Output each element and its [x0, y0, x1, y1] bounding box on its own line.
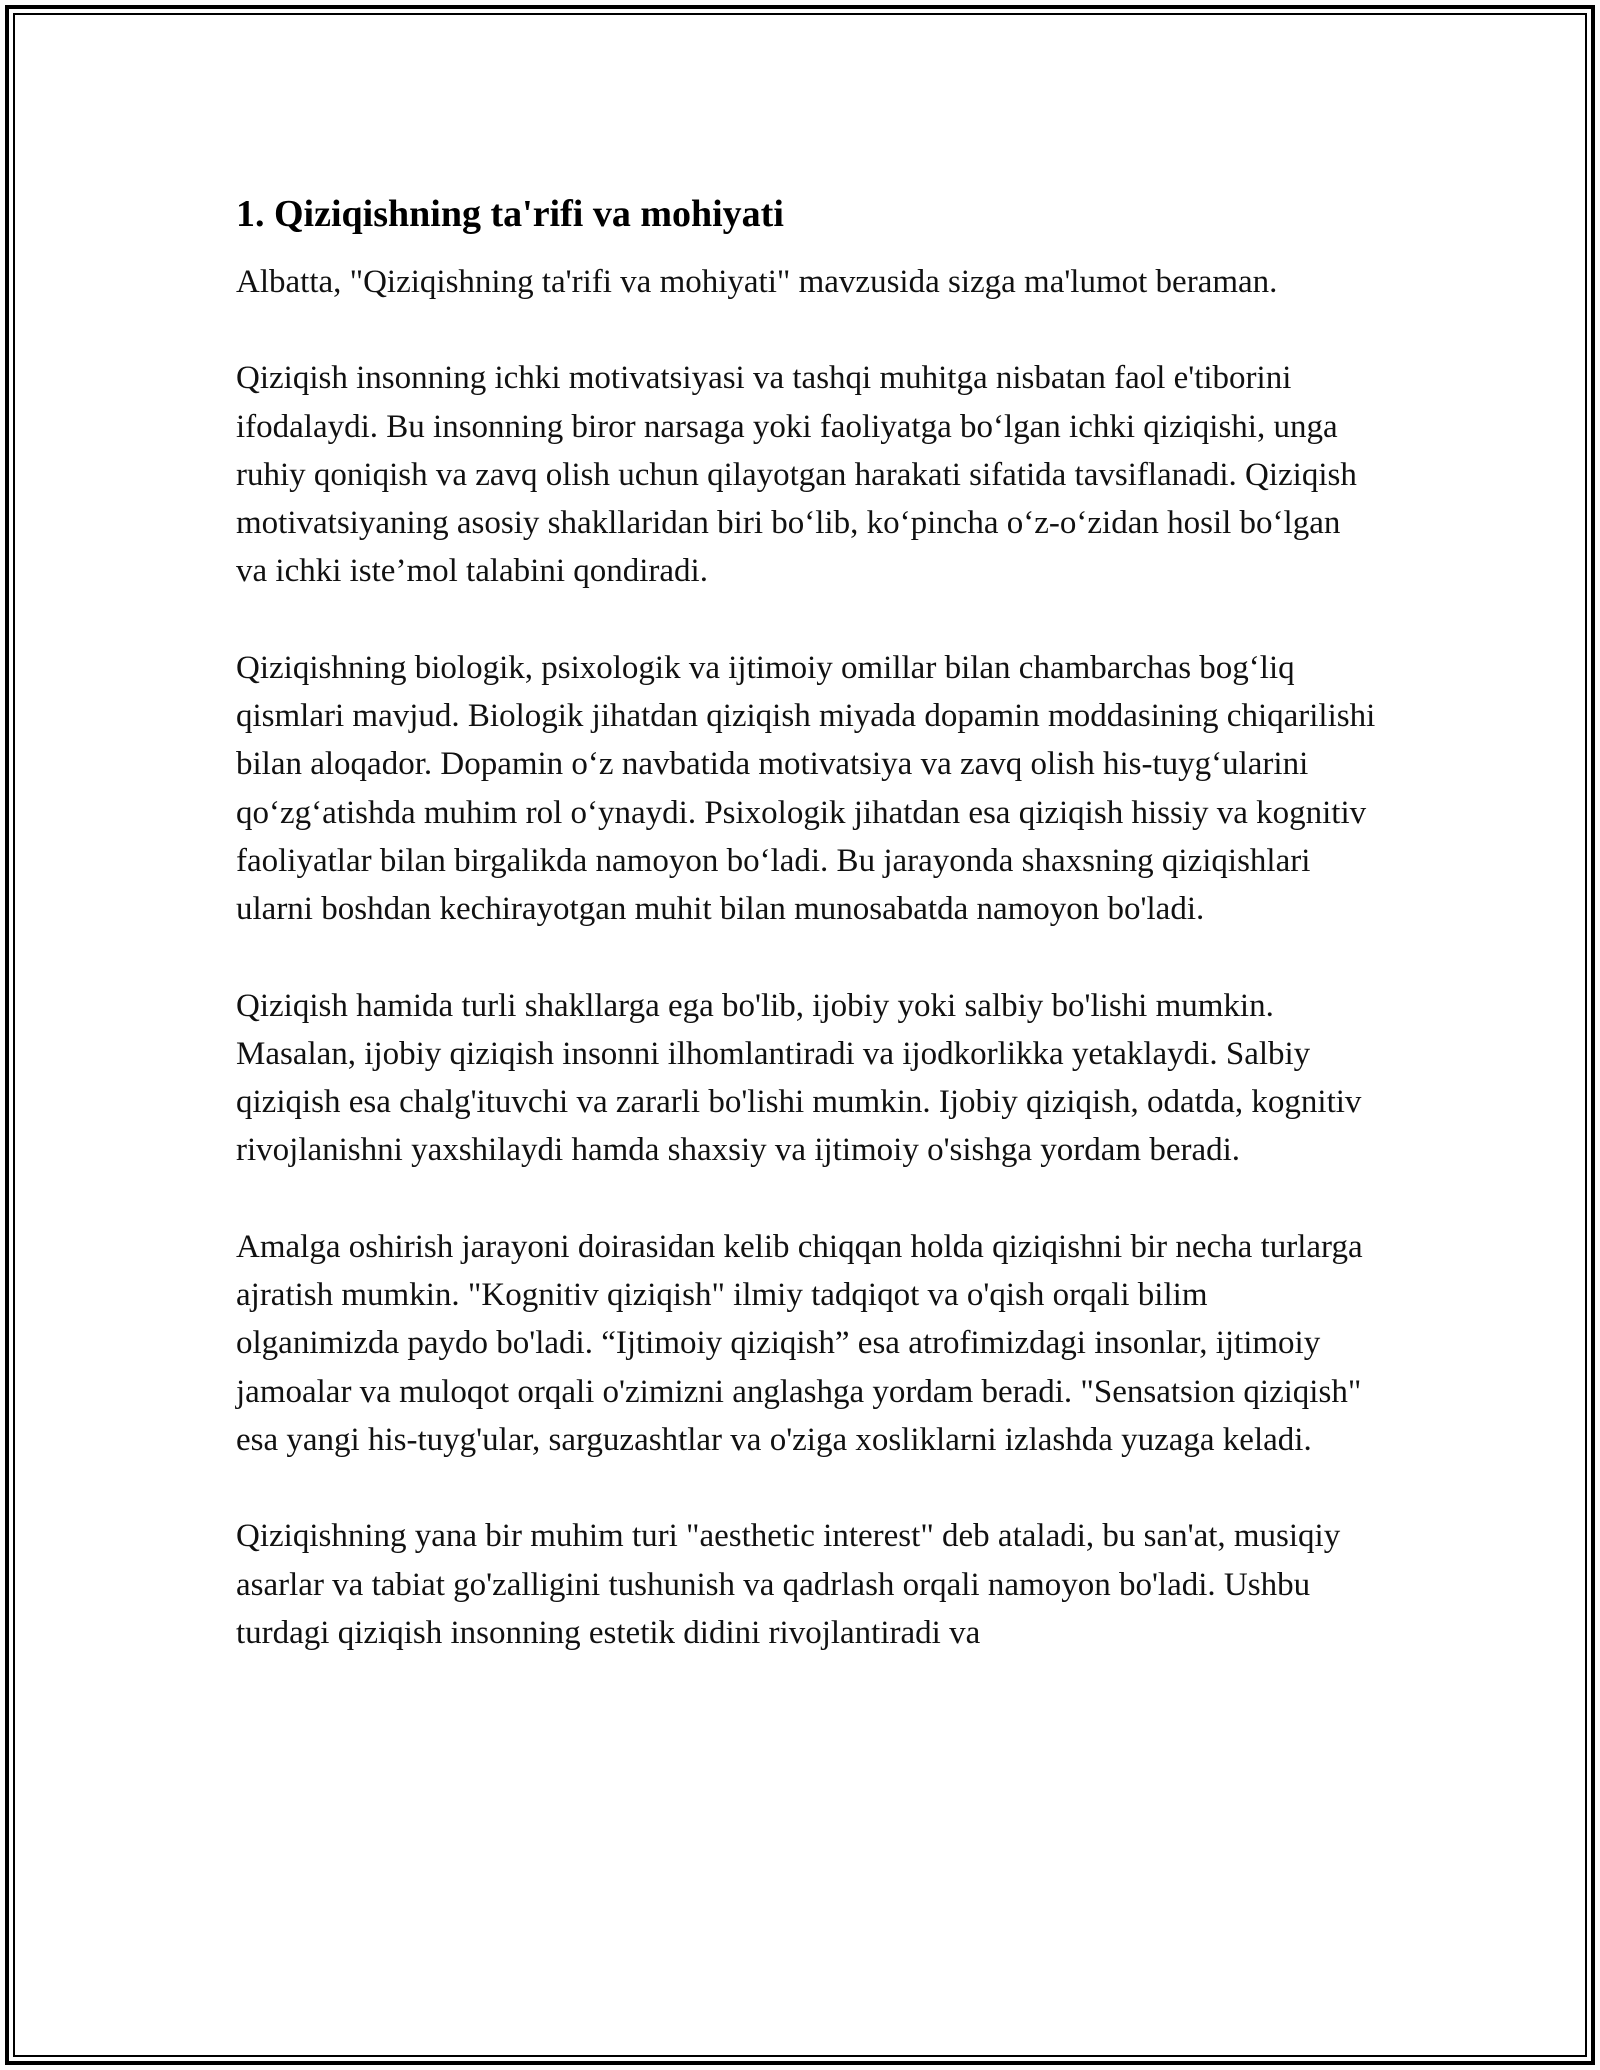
paragraph-types: Amalga oshirish jarayoni doirasidan kelib chiqqan holda qiziqishni bir necha turlarga ajratish mumkin. "Kognitiv qiziqish" ilmiy tadqiqot va o'qish orqali bilim olganimizda paydo bo'ladi. “Ijtimoiy qiziqish” esa atrofimizdagi insonlar, ijtimoiy jamoalar va muloqot orqali o'zimizni anglashga yordam beradi. "Sensatsion qiziqish" esa yangi his-tuyg'ular, sarguzashtlar va o'ziga xosliklarni izlashda yuzaga keladi.: [236, 1228, 1363, 1458]
paragraph-forms: Qiziqish hamida turli shakllarga ega bo'lib, ijobiy yoki salbiy bo'lishi mumkin. Masalan, ijobiy qiziqish insonni ilhomlantiradi va ijodkorlikka yetaklaydi. Salbiy qiziqish esa chalg'ituvchi va zararli bo'lishi mumkin. Ijobiy qiziqish, odatda, kognitiv rivojlanishni yaxshilaydi hamda shaxsiy va ijtimoiy o'sishga yordam beradi.: [236, 987, 1362, 1169]
paragraph-intro: Albatta, "Qiziqishning ta'rifi va mohiyati" mavzusida sizga ma'lumot beraman.: [236, 264, 1278, 300]
paragraph-definition: Qiziqish insonning ichki motivatsiyasi va tashqi muhitga nisbatan faol e'tiborini ifodalaydi. Bu insonning biror narsaga yoki faoliyatga bo‘lgan ichki qiziqishi, unga ruhiy qoniqish va zavq olish uchun qilayotgan harakati sifatida tavsiflanadi. Qiziqish motivatsiyaning asosiy shakllaridan biri bo‘lib, ko‘pincha o‘z-o‘zidan hosil bo‘lgan va ichki iste’mol talabini qondiradi.: [236, 360, 1357, 590]
paragraph-aesthetic: Qiziqishning yana bir muhim turi "aesthetic interest" deb ataladi, bu san'at, musiqiy asarlar va tabiat go'zalligini tushunish va qadrlash orqali namoyon bo'ladi. Ushbu turdagi qiziqish insonning estetik didini rivojlantiradi va: [236, 1518, 1341, 1651]
paragraph-factors: Qiziqishning biologik, psixologik va ijtimoiy omillar bilan chambarchas bog‘liq qismlari mavjud. Biologik jihatdan qiziqish miyada dopamin moddasining chiqarilishi bilan aloqador. Dopamin o‘z navbatida motivatsiya va zavq olish his-tuyg‘ularini qo‘zg‘atishda muhim rol o‘ynaydi. Psixologik jihatdan esa qiziqish hissiy va kognitiv faoliyatlar bilan birgalikda namoyon bo‘ladi. Bu jarayonda shaxsning qiziqishlari ularni boshdan kechirayotgan muhit bilan munosabatda namoyon bo'ladi.: [236, 649, 1376, 928]
section-heading: 1. Qiziqishning ta'rifi va mohiyati: [236, 193, 784, 235]
document-body: [236, 186, 1376, 1705]
